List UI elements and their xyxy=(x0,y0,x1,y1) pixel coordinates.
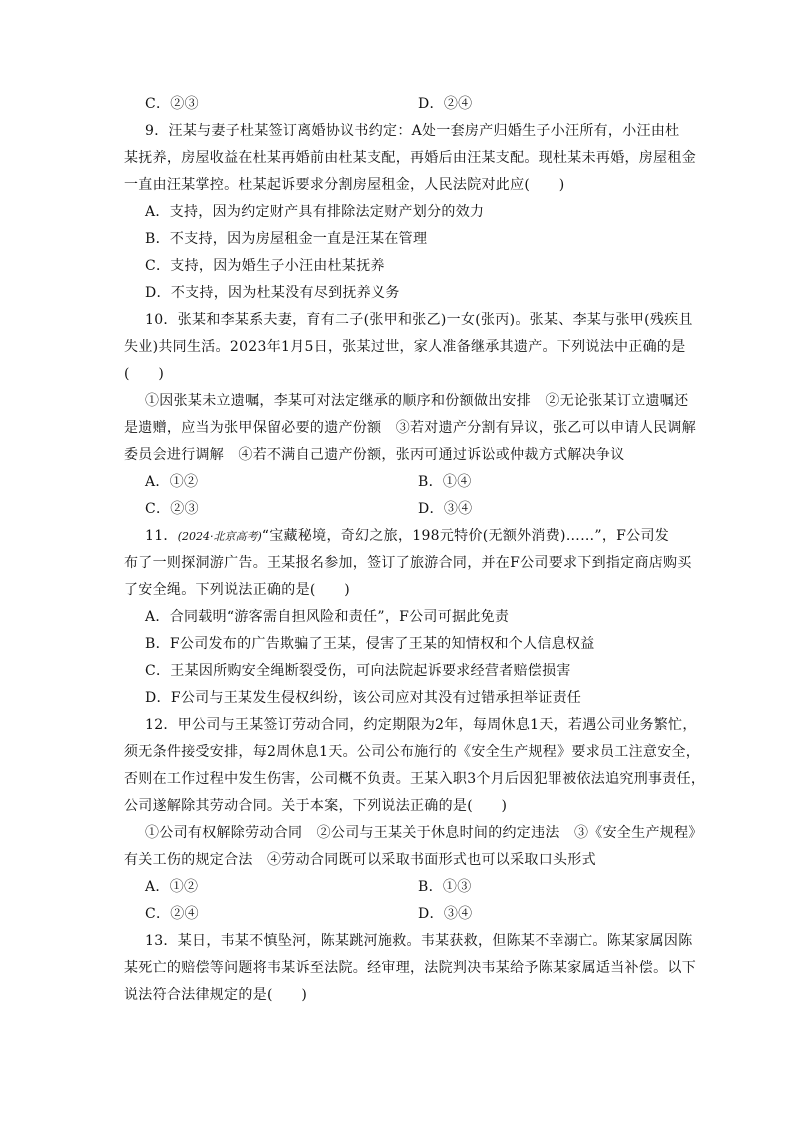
q10-stem-line-3: ( ) xyxy=(124,366,165,382)
q9-stem-text-1: 汪某与妻子杜某签订离婚协议书约定：A处一套房产归婚生子小汪所有，小汪由杜 xyxy=(168,123,680,139)
q12-stem-line-3: 否则在工作过程中发生伤害，公司概不负责。王某入职3个月后因犯罪被依法追究刑事责任， xyxy=(124,771,706,787)
q11-number: 11． xyxy=(145,528,178,544)
q13-stem-line-1 xyxy=(145,931,693,951)
q9-option-b: B．不支持，因为房屋租金一直是汪某在管理 xyxy=(145,231,428,247)
q11-option-d: D．F公司与王某发生侵权纠纷，该公司应对其没有过错承担举证责任 xyxy=(145,690,582,706)
q12-option-b: B．①③ xyxy=(418,879,472,895)
q13-stem-text-1: 某日，韦某不慎坠河，陈某跳河施救。韦某获救，但陈某不幸溺亡。陈某家属因陈 xyxy=(177,933,693,949)
q9-option-c: C．支持，因为婚生子小汪由杜某抚养 xyxy=(145,258,385,274)
q10-option-c: C．②③ xyxy=(145,501,199,517)
q11-stem-line-1 xyxy=(145,526,669,547)
q10-item-line-3: 委员会进行调解 ④若不满自己遗产份额，张丙可通过诉讼或仲裁方式解决争议 xyxy=(124,447,625,463)
q9-option-a: A．支持，因为约定财产具有排除法定财产划分的效力 xyxy=(145,204,485,220)
q10-item-line-1: ①因张某未立遗嘱，李某可对法定继承的顺序和份额做出安排 ②无论张某订立遗嘱还 xyxy=(145,393,689,409)
q10-option-d: D．③④ xyxy=(418,501,473,517)
q11-option-b: B．F公司发布的广告欺骗了王某，侵害了王某的知情权和个人信息权益 xyxy=(145,636,595,652)
q10-stem-text-1: 张某和李某系夫妻，育有二子(张甲和张乙)一女(张丙)。张某、李某与张甲(残疾且 xyxy=(177,312,693,328)
q12-stem-line-2: 须无条件接受安排，每2周休息1天。公司公布施行的《安全生产规程》要求员工注意安全， xyxy=(124,744,701,760)
q11-option-c: C．王某因所购安全绳断裂受伤，可向法院起诉要求经营者赔偿损害 xyxy=(145,663,571,679)
q10-number: 10． xyxy=(145,312,178,328)
q9-stem-line-3: 一直由汪某掌控。杜某起诉要求分割房屋租金，人民法院对此应( ) xyxy=(124,177,565,193)
q9-stem-line-2: 某抚养，房屋收益在杜某再婚前由杜某支配，再婚后由汪某支配。现杜某未再婚，房屋租金 xyxy=(124,150,696,166)
q10-stem-line-1 xyxy=(145,310,693,330)
q12-option-c: C．②④ xyxy=(145,906,199,922)
q10-stem-line-2: 失业)共同生活。2023年1月5日，张某过世，家人准备继承其遗产。下列说法中正确的是 xyxy=(124,339,686,355)
q12-stem-text-1: 甲公司与王某签订劳动合同，约定期限为2年，每周休息1天，若遇公司业务繁忙， xyxy=(177,717,697,733)
q10-option-a: A．①② xyxy=(145,474,199,490)
q11-stem-text-1: “宝藏秘境，奇幻之旅，198元特价(无额外消费)……”，F公司发 xyxy=(261,528,670,544)
q12-stem-line-1 xyxy=(145,715,697,735)
q8-option-c: C．②③ xyxy=(145,96,199,112)
q10-option-b: B．①④ xyxy=(418,474,472,490)
q9-option-d: D．不支持，因为杜某没有尽到抚养义务 xyxy=(145,285,400,301)
q11-stem-line-2: 布了一则探洞游广告。王某报名参加，签订了旅游合同，并在F公司要求下到指定商店购买 xyxy=(124,555,692,571)
q13-number: 13． xyxy=(145,933,178,949)
q8-option-d: D．②④ xyxy=(418,96,473,112)
q13-stem-line-2: 某死亡的赔偿等问题将韦某诉至法院。经审理，法院判决韦某给予陈某家属适当补偿。以下 xyxy=(124,960,696,976)
q12-item-line-1: ①公司有权解除劳动合同 ②公司与王某关于休息时间的约定违法 ③《安全生产规程》 xyxy=(145,825,703,841)
q9-stem-line-1 xyxy=(145,121,679,141)
q11-stem-line-3: 了安全绳。下列说法正确的是( ) xyxy=(124,582,351,598)
q11-option-a: A．合同载明“游客需自担风险和责任”，F公司可据此免责 xyxy=(145,609,510,625)
q13-stem-line-3: 说法符合法律规定的是( ) xyxy=(124,987,308,1003)
q12-stem-line-4: 公司遂解除其劳动合同。关于本案，下列说法正确的是( ) xyxy=(124,798,508,814)
q12-number: 12． xyxy=(145,717,178,733)
q9-number: 9． xyxy=(145,123,169,139)
q12-option-a: A．①② xyxy=(145,879,199,895)
q12-item-line-2: 有关工伤的规定合法 ④劳动合同既可以采取书面形式也可以采取口头形式 xyxy=(124,852,596,868)
q10-item-line-2: 是遗赠，应当为张甲保留必要的遗产份额 ③若对遗产分割有异议，张乙可以申请人民调解 xyxy=(124,420,696,436)
q12-option-d: D．③④ xyxy=(418,906,473,922)
q11-source: (2024·北京高考) xyxy=(177,530,262,543)
